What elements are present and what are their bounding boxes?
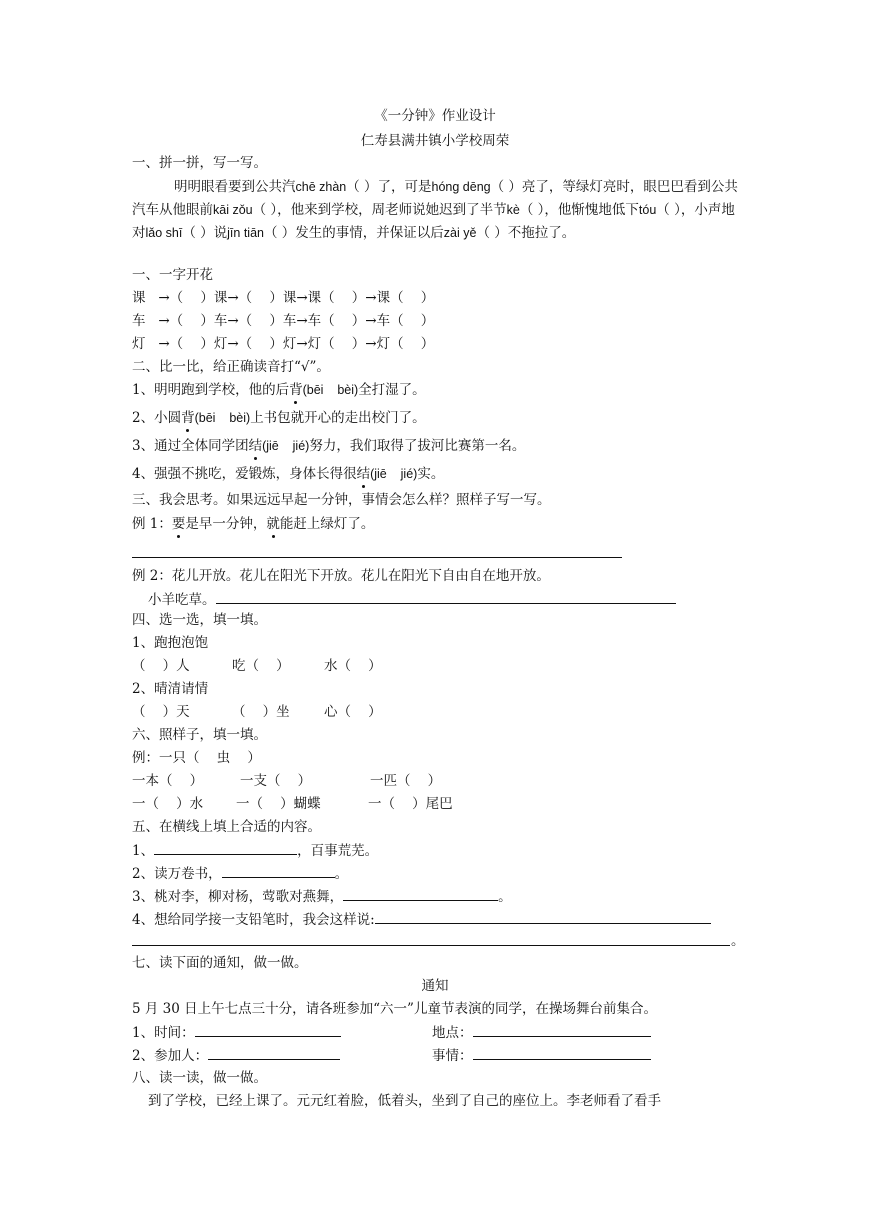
group-2-label: 2、晴清请情 (132, 681, 209, 697)
reading-paragraph: 到了学校，已经上课了。元元红着脸，低着头，坐到了自己的座位上。李老师看了看手 (148, 1093, 661, 1109)
text: 2、读万卷书， (132, 866, 222, 882)
field-label: 事情： (432, 1048, 473, 1064)
text: 发生的事情，并保证以后 (295, 225, 444, 241)
fill-item (132, 840, 378, 860)
answer-blank[interactable]: （ ） (490, 179, 522, 195)
answer-blank[interactable]: （ ） (476, 225, 508, 241)
notice-body: 5 月 30 日上午七点三十分，请各班参加“六一”儿童节表演的同学，在操场舞台前集合。 (132, 1001, 657, 1017)
notice-time-field (132, 1022, 341, 1042)
pinyin: hóng dēng (431, 180, 491, 194)
blank-item[interactable]: 一（ ）水 (132, 796, 204, 812)
answer-blank[interactable]: （ ） (656, 202, 681, 218)
section-8-heading: 七、读下面的通知，做一做。 (132, 955, 308, 971)
field-label: 1、时间： (132, 1025, 195, 1041)
section-1-heading: 一、拼一拼，写一写。 (132, 155, 267, 171)
blank-item[interactable]: 心（ ） (324, 704, 382, 720)
section-2-heading: 一、一字开花 (132, 267, 213, 283)
answer-blank[interactable]: （ ） (519, 202, 545, 218)
answer-line[interactable] (132, 557, 622, 558)
text: 4、强强不挑吃，爱锻炼，身体长得很 (132, 466, 357, 482)
pinyin: jīn tiān (227, 226, 264, 240)
text: 明明眼看要到公共汽 (174, 179, 296, 195)
fill-item (132, 909, 711, 929)
example-2: 例 2：花儿开放。花儿在阳光下开放。花儿在阳光下自由自在地开放。 (132, 568, 550, 584)
text: 3、通过全体同学团 (132, 438, 249, 454)
who-answer-line[interactable] (208, 1045, 340, 1060)
section-3-heading: 二、比一比，给正确读音打“√”。 (132, 359, 330, 375)
pronunciation-item[interactable] (132, 408, 426, 428)
word-bloom-row[interactable]: 车 →（ ）车→（ ）车→车（ ）→车（ ） (132, 313, 435, 329)
answer-line[interactable] (343, 886, 498, 901)
blank-item[interactable]: （ ）天 (132, 704, 190, 720)
pronunciation-item[interactable] (132, 436, 525, 456)
blank-item[interactable]: 一（ ）蝴蝶 (236, 796, 321, 812)
answer-blank[interactable]: （ ） (252, 202, 278, 218)
pinyin-options[interactable]: (bēi bèi) (194, 411, 251, 425)
pinyin: kāi zǒu (213, 203, 253, 217)
blank-item[interactable]: （ ）人 (132, 658, 190, 674)
pinyin-options[interactable]: (bēi bèi) (302, 383, 359, 397)
word-bloom-row[interactable]: 课 →（ ）课→（ ）课→课（ ）→课（ ） (132, 290, 435, 306)
pinyin: lǎo shī (145, 226, 183, 240)
answer-blank[interactable]: （ ） (182, 225, 214, 241)
blank-item[interactable]: 一支（ ） (240, 773, 312, 789)
text: 亮了，等绿灯亮时，眼巴巴看到公共汽车从他眼前 (132, 179, 738, 218)
word-bloom-row[interactable]: 灯 →（ ）灯→（ ）灯→灯（ ）→灯（ ） (132, 336, 435, 352)
text: 上书包就开心的走出校门了。 (250, 410, 426, 426)
dotted-char: 就 (266, 516, 280, 532)
fill-item (132, 863, 348, 883)
dotted-char: 背 (181, 410, 195, 426)
text: 小羊吃草。 (148, 592, 216, 608)
pinyin: chē zhàn (295, 180, 347, 194)
blank-item[interactable]: 吃（ ） (232, 658, 290, 674)
answer-line[interactable] (375, 909, 711, 924)
section-4-heading: 三、我会思考。如果远远早起一分钟，事情会怎么样？照样子写一写。 (132, 492, 551, 508)
text: ，他惭愧地低下 (544, 202, 639, 218)
doc-author: 仁寿县满井镇小学校周荣 (360, 133, 510, 149)
time-answer-line[interactable] (195, 1022, 341, 1037)
blank-item[interactable]: 一本（ ） (132, 773, 204, 789)
text: 2、小圆 (132, 410, 182, 426)
field-label: 2、参加人： (132, 1048, 209, 1064)
pronunciation-item[interactable] (132, 464, 444, 484)
section-6-heading: 六、照样子，填一填。 (132, 727, 267, 743)
what-answer-line[interactable] (473, 1045, 651, 1060)
section-1-paragraph (132, 176, 740, 245)
answer-line[interactable] (216, 589, 676, 604)
blank-item[interactable]: （ ）坐 (232, 704, 290, 720)
field-label: 地点： (432, 1025, 473, 1041)
pinyin-options[interactable]: (jiē jié) (262, 439, 310, 453)
pronunciation-item[interactable] (132, 380, 426, 400)
text: 不拖拉了。 (507, 225, 576, 241)
notice-who-field (132, 1045, 340, 1065)
measure-word-example: 例：一只（ 虫 ） (132, 750, 261, 766)
text: 例 1： (132, 516, 172, 532)
pinyin: kè (506, 203, 520, 217)
group-1-label: 1、跑抱泡饱 (132, 635, 209, 651)
text: 实。 (417, 466, 445, 482)
text: 1、 (132, 843, 155, 859)
example-1 (132, 514, 374, 534)
answer-blank[interactable]: （ ） (263, 225, 296, 241)
pinyin-options[interactable]: (jiē jié) (370, 467, 418, 481)
text: 3、桃对李，柳对杨，莺歌对燕舞， (132, 889, 344, 905)
place-answer-line[interactable] (473, 1022, 651, 1037)
notice-title: 通知 (421, 978, 449, 994)
text: 。 (334, 866, 349, 882)
text: ，小声地对 (132, 202, 735, 241)
answer-line[interactable] (154, 840, 297, 855)
text: 是早一分钟， (185, 516, 267, 532)
blank-item[interactable]: 水（ ） (324, 658, 382, 674)
text: 能赶上绿灯了。 (279, 516, 375, 532)
section-7-heading: 五、在横线上填上合适的内容。 (132, 819, 321, 835)
dotted-char: 结 (356, 466, 371, 482)
text: 4、想给同学接一支铅笔时，我会这样说: (132, 912, 375, 928)
example-2-question (148, 589, 676, 609)
dotted-char: 结 (248, 438, 263, 454)
text: ，他来到学校，周老师说她迟到了半节 (277, 202, 507, 218)
section-9-heading: 八、读一读，做一做。 (132, 1070, 267, 1086)
text: 。 (498, 889, 512, 905)
text: ，百事荒芜。 (297, 843, 379, 859)
pinyin: tóu (638, 203, 657, 217)
blank-item[interactable]: 一（ ）尾巴 (368, 796, 453, 812)
line-end-period: 。 (731, 933, 745, 949)
answer-line[interactable] (222, 863, 335, 878)
notice-place-field (432, 1022, 651, 1042)
text: 1、明明跑到学校，他的后 (132, 382, 290, 398)
notice-what-field (432, 1045, 651, 1065)
text: 全打湿了。 (358, 382, 426, 398)
pinyin: zài yě (443, 226, 477, 240)
answer-blank[interactable]: （ ） (346, 179, 378, 195)
doc-title: 《一分钟》作业设计 (374, 108, 496, 124)
section-5-heading: 四、选一选，填一填。 (132, 612, 267, 628)
text: 说 (213, 225, 228, 241)
dotted-char: 背 (289, 382, 303, 398)
dotted-char: 要 (171, 516, 186, 532)
fill-item (132, 886, 512, 906)
blank-item[interactable]: 一匹（ ） (370, 773, 442, 789)
answer-line[interactable] (132, 945, 730, 946)
text: 了，可是 (377, 179, 432, 195)
text: 努力，我们取得了拔河比赛第一名。 (309, 438, 526, 454)
